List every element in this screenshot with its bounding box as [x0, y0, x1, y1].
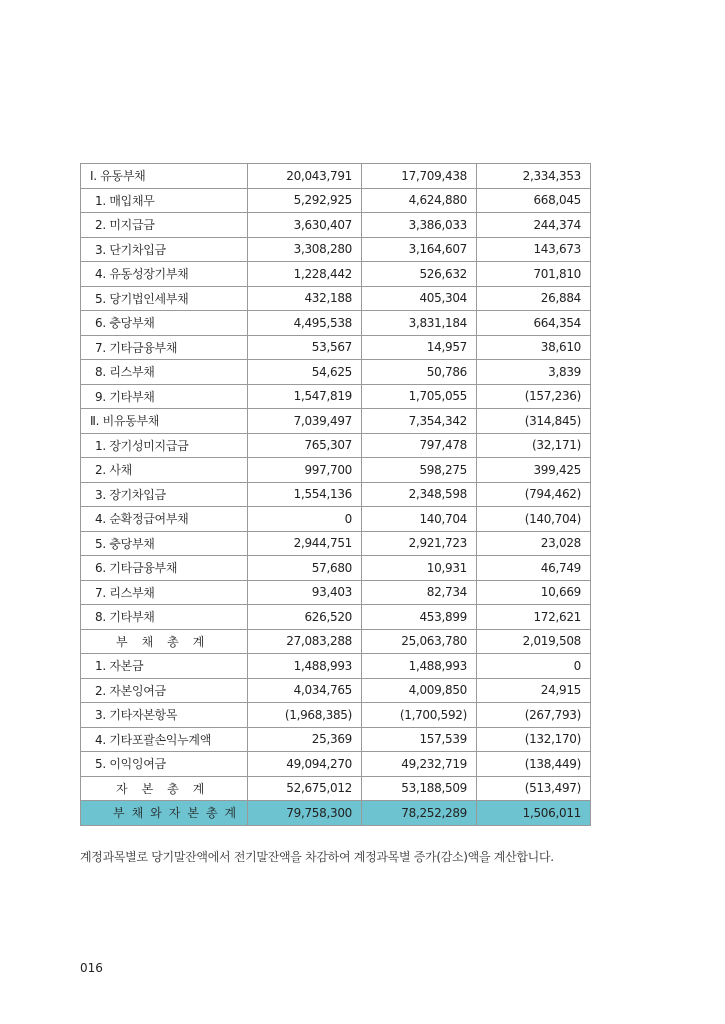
change-cell: 664,354: [477, 311, 591, 336]
page-number: 016: [80, 961, 103, 975]
row-label: 1. 자본금: [81, 654, 248, 679]
value-cell: 626,520: [248, 605, 362, 630]
row-label: 4. 기타포괄손익누계액: [81, 727, 248, 752]
change-cell: 172,621: [477, 605, 591, 630]
change-cell: (157,236): [477, 384, 591, 409]
value-cell: 79,758,300: [248, 801, 362, 826]
value-cell: 3,831,184: [362, 311, 477, 336]
balance-sheet-table: [80, 163, 591, 826]
table-row: [81, 654, 591, 679]
value-cell: 25,369: [248, 727, 362, 752]
value-cell: 3,308,280: [248, 237, 362, 262]
table-footnote: 계정과목별로 당기말잔액에서 전기말잔액을 차감하여 계정과목별 증가(감소)액을 계산합니다.: [80, 850, 554, 864]
value-cell: 1,488,993: [362, 654, 477, 679]
change-cell: (32,171): [477, 433, 591, 458]
change-cell: (267,793): [477, 703, 591, 728]
change-cell: 24,915: [477, 678, 591, 703]
value-cell: 1,554,136: [248, 482, 362, 507]
change-cell: 2,334,353: [477, 164, 591, 189]
balance-sheet-body: [81, 164, 591, 826]
value-cell: 52,675,012: [248, 776, 362, 801]
change-cell: (140,704): [477, 507, 591, 532]
value-cell: 1,488,993: [248, 654, 362, 679]
value-cell: 2,348,598: [362, 482, 477, 507]
change-cell: (314,845): [477, 409, 591, 434]
value-cell: 17,709,438: [362, 164, 477, 189]
row-label: 부채와자본총계: [81, 801, 248, 826]
value-cell: 54,625: [248, 360, 362, 385]
value-cell: 57,680: [248, 556, 362, 581]
value-cell: 25,063,780: [362, 629, 477, 654]
change-cell: 399,425: [477, 458, 591, 483]
value-cell: 4,009,850: [362, 678, 477, 703]
row-label: 8. 리스부채: [81, 360, 248, 385]
row-label: 2. 사채: [81, 458, 248, 483]
table-row: [81, 409, 591, 434]
value-cell: 53,188,509: [362, 776, 477, 801]
row-label: 6. 충당부채: [81, 311, 248, 336]
value-cell: 453,899: [362, 605, 477, 630]
change-cell: 244,374: [477, 213, 591, 238]
table-row: [81, 384, 591, 409]
value-cell: 14,957: [362, 335, 477, 360]
table-row: [81, 335, 591, 360]
row-label: 7. 기타금융부채: [81, 335, 248, 360]
table-row: [81, 531, 591, 556]
value-cell: 7,354,342: [362, 409, 477, 434]
change-cell: 26,884: [477, 286, 591, 311]
value-cell: 598,275: [362, 458, 477, 483]
row-label: 1. 장기성미지급금: [81, 433, 248, 458]
table-row: [81, 580, 591, 605]
row-label: 3. 단기차입금: [81, 237, 248, 262]
value-cell: 82,734: [362, 580, 477, 605]
table-row: [81, 360, 591, 385]
value-cell: 1,228,442: [248, 262, 362, 287]
value-cell: 10,931: [362, 556, 477, 581]
change-cell: 23,028: [477, 531, 591, 556]
row-label: 1. 매입채무: [81, 188, 248, 213]
change-cell: (513,497): [477, 776, 591, 801]
value-cell: 4,034,765: [248, 678, 362, 703]
table-row: [81, 727, 591, 752]
value-cell: 3,164,607: [362, 237, 477, 262]
value-cell: 526,632: [362, 262, 477, 287]
value-cell: 20,043,791: [248, 164, 362, 189]
change-cell: 10,669: [477, 580, 591, 605]
table-row: [81, 262, 591, 287]
value-cell: 797,478: [362, 433, 477, 458]
table-row: [81, 311, 591, 336]
total-row: [81, 776, 591, 801]
value-cell: (1,968,385): [248, 703, 362, 728]
value-cell: 2,921,723: [362, 531, 477, 556]
change-cell: 38,610: [477, 335, 591, 360]
row-label: 2. 미지급금: [81, 213, 248, 238]
row-label: 9. 기타부채: [81, 384, 248, 409]
row-label: 5. 충당부채: [81, 531, 248, 556]
value-cell: 5,292,925: [248, 188, 362, 213]
value-cell: 27,083,288: [248, 629, 362, 654]
value-cell: 432,188: [248, 286, 362, 311]
table-row: [81, 703, 591, 728]
table-row: [81, 605, 591, 630]
value-cell: 4,495,538: [248, 311, 362, 336]
grand-total-row: [81, 801, 591, 826]
value-cell: (1,700,592): [362, 703, 477, 728]
row-label: 5. 당기법인세부채: [81, 286, 248, 311]
value-cell: 49,232,719: [362, 752, 477, 777]
row-label: 2. 자본잉여금: [81, 678, 248, 703]
table-row: [81, 213, 591, 238]
change-cell: 2,019,508: [477, 629, 591, 654]
change-cell: 0: [477, 654, 591, 679]
row-label: Ⅰ. 유동부채: [81, 164, 248, 189]
table-row: [81, 482, 591, 507]
change-cell: 668,045: [477, 188, 591, 213]
value-cell: 7,039,497: [248, 409, 362, 434]
change-cell: (132,170): [477, 727, 591, 752]
value-cell: 157,539: [362, 727, 477, 752]
table-row: [81, 237, 591, 262]
table-row: [81, 556, 591, 581]
value-cell: 997,700: [248, 458, 362, 483]
value-cell: 49,094,270: [248, 752, 362, 777]
row-label: 자본총계: [81, 776, 248, 801]
table-row: [81, 164, 591, 189]
value-cell: 3,386,033: [362, 213, 477, 238]
table-row: [81, 678, 591, 703]
row-label: 4. 유동성장기부채: [81, 262, 248, 287]
value-cell: 0: [248, 507, 362, 532]
table-row: [81, 458, 591, 483]
value-cell: 50,786: [362, 360, 477, 385]
change-cell: (138,449): [477, 752, 591, 777]
change-cell: 701,810: [477, 262, 591, 287]
row-label: 부채총계: [81, 629, 248, 654]
table-row: [81, 507, 591, 532]
value-cell: 4,624,880: [362, 188, 477, 213]
value-cell: 93,403: [248, 580, 362, 605]
value-cell: 78,252,289: [362, 801, 477, 826]
value-cell: 3,630,407: [248, 213, 362, 238]
row-label: 7. 리스부채: [81, 580, 248, 605]
value-cell: 1,547,819: [248, 384, 362, 409]
table-row: [81, 188, 591, 213]
change-cell: 46,749: [477, 556, 591, 581]
change-cell: 143,673: [477, 237, 591, 262]
change-cell: (794,462): [477, 482, 591, 507]
row-label: 3. 장기차입금: [81, 482, 248, 507]
value-cell: 765,307: [248, 433, 362, 458]
row-label: 4. 순확정급여부채: [81, 507, 248, 532]
row-label: 6. 기타금융부채: [81, 556, 248, 581]
table-row: [81, 752, 591, 777]
value-cell: 2,944,751: [248, 531, 362, 556]
table-row: [81, 286, 591, 311]
value-cell: 405,304: [362, 286, 477, 311]
row-label: Ⅱ. 비유동부채: [81, 409, 248, 434]
row-label: 8. 기타부채: [81, 605, 248, 630]
change-cell: 3,839: [477, 360, 591, 385]
value-cell: 1,705,055: [362, 384, 477, 409]
row-label: 5. 이익잉여금: [81, 752, 248, 777]
total-row: [81, 629, 591, 654]
change-cell: 1,506,011: [477, 801, 591, 826]
row-label: 3. 기타자본항목: [81, 703, 248, 728]
table-row: [81, 433, 591, 458]
value-cell: 140,704: [362, 507, 477, 532]
value-cell: 53,567: [248, 335, 362, 360]
